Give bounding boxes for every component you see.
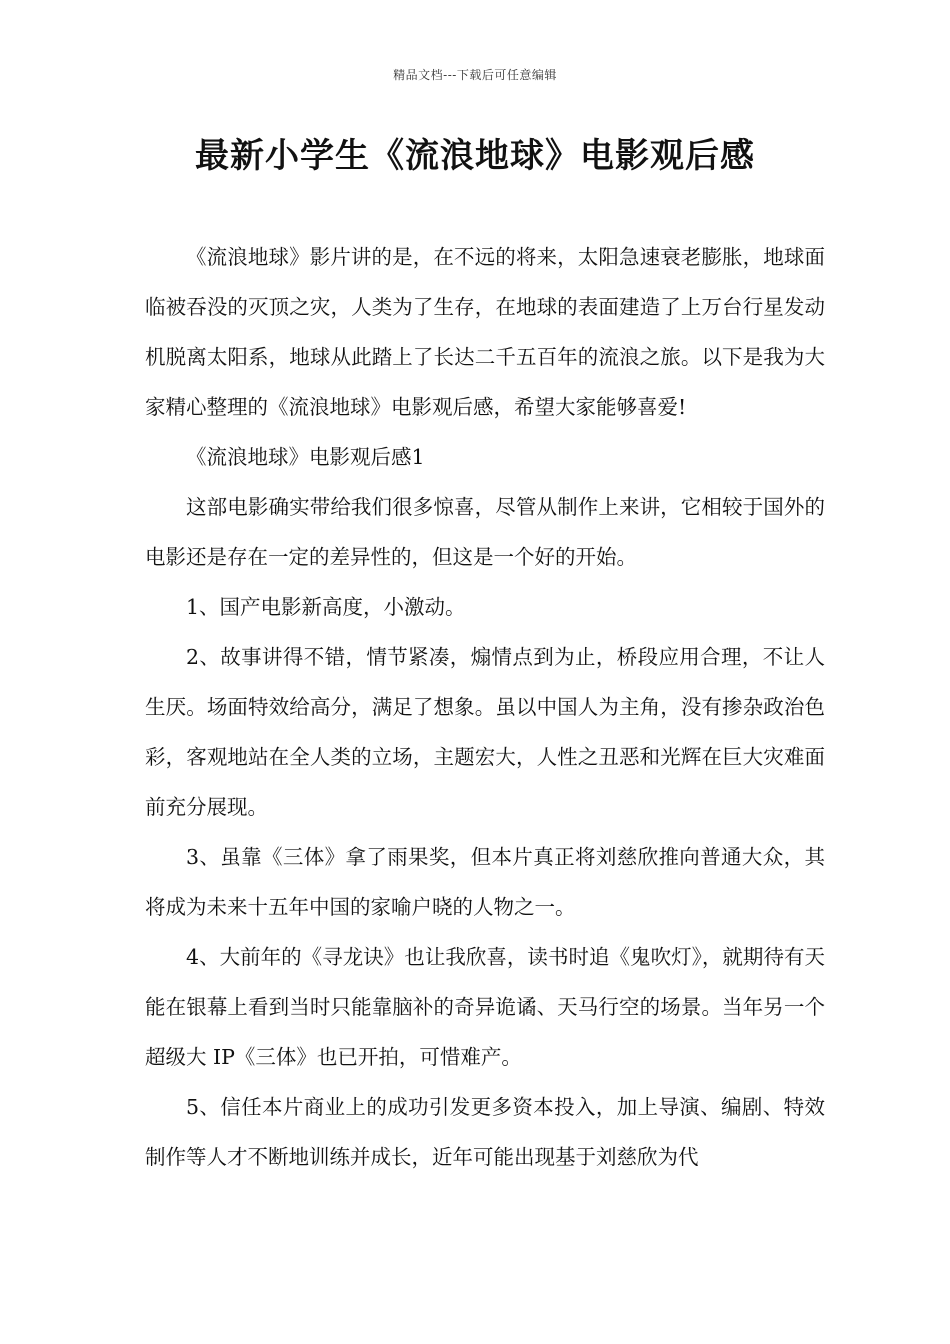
section-heading-1: 《流浪地球》电影观后感1 <box>186 445 425 469</box>
paragraph-intro: 《流浪地球》影片讲的是，在不远的将来，太阳急速衰老膨胀，地球面临被吞没的灭顶之灾，人类为了生存，在地球的表面建造了上万台行星发动机脱离太阳系，地球从此踏上了长达二千五百年的流浪之旅。以下是我为大家精心整理的《流浪地球》电影观后感，希望大家能够喜爱! <box>145 245 825 419</box>
list-item-1: 1、国产电影新高度，小激动。 <box>186 595 466 619</box>
list-item-2: 2、故事讲得不错，情节紧凑，煽情点到为止，桥段应用合理，不让人生厌。场面特效给高分，满足了想象。虽以中国人为主角，没有掺杂政治色彩，客观地站在全人类的立场，主题宏大，人性之丑恶和光辉在巨大灾难面前充分展现。 <box>145 645 825 819</box>
list-item-3: 3、虽靠《三体》拿了雨果奖，但本片真正将刘慈欣推向普通大众，其将成为未来十五年中国的家喻户晓的人物之一。 <box>145 845 825 919</box>
list-item-4: 4、大前年的《寻龙诀》也让我欣喜，读书时追《鬼吹灯》，就期待有天能在银幕上看到当时只能靠脑补的奇异诡谲、天马行空的场景。当年另一个超级大 IP《三体》也已开拍，可惜难产。 <box>145 945 825 1069</box>
header-note: 精品文档---下载后可任意编辑 <box>393 68 557 82</box>
list-item-5: 5、信任本片商业上的成功引发更多资本投入，加上导演、编剧、特效制作等人才不断地训练并成长，近年可能出现基于刘慈欣为代 <box>145 1095 825 1169</box>
document-title: 最新小学生《流浪地球》电影观后感 <box>195 136 755 176</box>
paragraph-opening: 这部电影确实带给我们很多惊喜，尽管从制作上来讲，它相较于国外的电影还是存在一定的差异性的，但这是一个好的开始。 <box>145 495 825 569</box>
document-body <box>145 232 825 1182</box>
